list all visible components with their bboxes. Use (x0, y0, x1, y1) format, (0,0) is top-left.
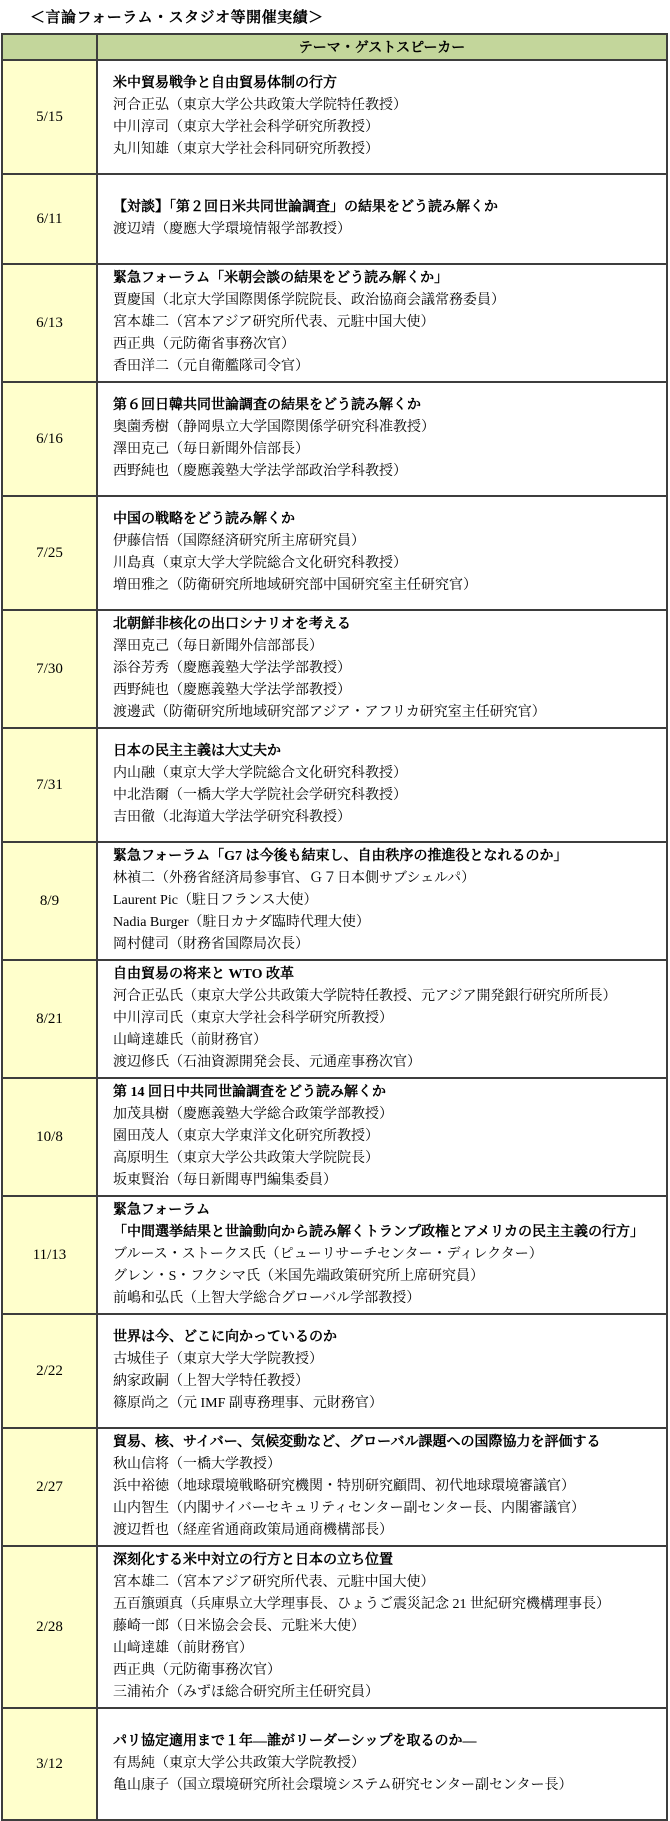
speaker-line: 古城佳子（東京大学大学院教授） (113, 1352, 323, 1367)
event-title: 世界は今、どこに向かっているのか (113, 1330, 337, 1345)
table-row (2, 842, 667, 960)
event-content-cell (97, 382, 667, 496)
speaker-line: ブルース・ストークス氏（ピューリサーチセンター・ディレクター） (113, 1247, 543, 1262)
event-title: 貿易、核、サイバー、気候変動など、グローバル課題への国際協力を評価する (113, 1435, 601, 1450)
event-content-cell (97, 264, 667, 382)
table-row (2, 174, 667, 264)
speaker-line: 納家政嗣（上智大学特任教授） (113, 1374, 309, 1389)
event-content-cell (97, 174, 667, 264)
speaker-line: 澤田克己（毎日新聞外信部長） (113, 442, 309, 457)
speaker-line: 渡辺靖（慶應大学環境情報学部教授） (113, 222, 351, 237)
event-title: 緊急フォーラム「米朝会談の結果をどう読み解くか」 (113, 271, 449, 286)
table-row (2, 728, 667, 842)
table-row (2, 496, 667, 610)
event-title: 第６回日韓共同世論調査の結果をどう読み解くか (113, 398, 421, 413)
speaker-line: 五百籏頭真（兵庫県立大学理事長、ひょうご震災記念 21 世紀研究機構理事長） (113, 1597, 610, 1612)
speaker-line: グレン・S・フクシマ氏（米国先端政策研究所上席研究員） (113, 1269, 485, 1284)
table-row (2, 610, 667, 728)
speaker-line: 香田洋二（元自衛艦隊司令官） (113, 359, 309, 374)
speaker-line: 篠原尚之（元 IMF 副専務理事、元財務官） (113, 1396, 383, 1411)
event-content-cell (97, 842, 667, 960)
event-title: 米中貿易戦争と自由貿易体制の行方 (113, 76, 337, 91)
table-row (2, 1078, 667, 1196)
event-content-cell (97, 1708, 667, 1820)
speaker-line: 有馬純（東京大学公共政策大学院教授） (113, 1756, 365, 1771)
table-row (2, 1196, 667, 1314)
table-row (2, 60, 667, 174)
date-cell: 7/30 (2, 610, 97, 728)
speaker-line: 山内智生（内閣サイバーセキュリティセンター副センター長、内閣審議官） (113, 1501, 585, 1516)
event-title: 【対談】「第２回日米共同世論調査」の結果をどう読み解くか (113, 200, 498, 215)
date-cell: 3/12 (2, 1708, 97, 1820)
date-cell: 2/28 (2, 1546, 97, 1708)
speaker-line: 川島真（東京大学大学院総合文化研究科教授） (113, 556, 407, 571)
speaker-line: 藤崎一郎（日米協会会長、元駐米大使） (113, 1619, 365, 1634)
speaker-line: 西野純也（慶應義塾大学法学部教授） (113, 683, 351, 698)
event-content-cell (97, 1078, 667, 1196)
table-row (2, 1546, 667, 1708)
speaker-line: 山﨑達雄氏（前財務官） (113, 1033, 267, 1048)
speaker-line: 加茂具樹（慶應義塾大学総合政策学部教授） (113, 1107, 393, 1122)
event-title: 緊急フォーラム「G7 は今後も結束し、自由秩序の推進役となれるのか」 (113, 849, 568, 864)
date-cell: 6/13 (2, 264, 97, 382)
date-cell: 2/22 (2, 1314, 97, 1428)
schedule-body (2, 60, 667, 1820)
speaker-line: 宮本雄二（宮本アジア研究所代表、元駐中国大使） (113, 1575, 435, 1590)
event-content-cell (97, 60, 667, 174)
speaker-line: 伊藤信悟（国際経済研究所主席研究員） (113, 534, 365, 549)
speaker-line: 中川淳司（東京大学社会科学研究所教授） (113, 120, 379, 135)
event-title: 第 14 回日中共同世論調査をどう読み解くか (113, 1085, 386, 1100)
page-title: ＜言論フォーラム・スタジオ等開催実績＞ (30, 10, 324, 26)
speaker-line: Nadia Burger（駐日カナダ臨時代理大使） (113, 915, 370, 930)
speaker-line: 三浦祐介（みずほ総合研究所主任研究員） (113, 1685, 379, 1700)
event-title: 緊急フォーラム (113, 1203, 211, 1218)
table-row (2, 1314, 667, 1428)
event-title: 深刻化する米中対立の行方と日本の立ち位置 (113, 1553, 393, 1568)
speaker-line: 前嶋和弘氏（上智大学総合グローバル学部教授） (113, 1291, 421, 1306)
speaker-line: 西正典（元防衛事務次官） (113, 1663, 281, 1678)
theme-column-header: テーマ・ゲストスピーカー (97, 34, 667, 60)
speaker-line: 亀山康子（国立環境研究所社会環境システム研究センター副センター長） (113, 1778, 573, 1793)
table-row (2, 1708, 667, 1820)
speaker-line: 山﨑達雄（前財務官） (113, 1641, 253, 1656)
date-cell: 11/13 (2, 1196, 97, 1314)
speaker-line: 賈慶国（北京大学国際関係学院院長、政治協商会議常務委員） (113, 293, 505, 308)
event-content-cell (97, 1428, 667, 1546)
table-row (2, 1428, 667, 1546)
speaker-line: 澤田克己（毎日新聞外信部部長） (113, 639, 323, 654)
event-content-cell (97, 1546, 667, 1708)
date-column-header (2, 34, 97, 60)
speaker-line: 中川淳司氏（東京大学社会科学研究所教授） (113, 1011, 393, 1026)
table-row (2, 960, 667, 1078)
event-content-cell (97, 728, 667, 842)
speaker-line: 増田雅之（防衛研究所地域研究部中国研究室主任研究官） (113, 578, 477, 593)
event-content-cell (97, 496, 667, 610)
speaker-line: 河合正弘氏（東京大学公共政策大学院特任教授、元アジア開発銀行研究所所長） (113, 989, 617, 1004)
event-content-cell (97, 610, 667, 728)
table-header-row (2, 34, 667, 60)
table-row (2, 264, 667, 382)
speaker-line: 渡辺修氏（石油資源開発会長、元通産事務次官） (113, 1055, 421, 1070)
date-cell: 7/25 (2, 496, 97, 610)
event-content-cell (97, 1196, 667, 1314)
speaker-line: 浜中裕徳（地球環境戦略研究機関・特別研究顧問、初代地球環境審議官） (113, 1479, 575, 1494)
date-cell: 6/11 (2, 174, 97, 264)
event-title: パリ協定適用まで１年―誰がリーダーシップを取るのか― (113, 1734, 477, 1749)
speaker-line: 丸川知雄（東京大学社会科同研究所教授） (113, 142, 379, 157)
speaker-line: Laurent Pic（駐日フランス大使） (113, 893, 318, 908)
table-row (2, 382, 667, 496)
speaker-line: 吉田徹（北海道大学法学研究科教授） (113, 810, 351, 825)
speaker-line: 添谷芳秀（慶應義塾大学法学部教授） (113, 661, 351, 676)
speaker-line: 西正典（元防衛省事務次官） (113, 337, 295, 352)
event-title: 中国の戦略をどう読み解くか (113, 512, 295, 527)
event-title: 日本の民主主義は大丈夫か (113, 744, 281, 759)
event-title: 「中間選挙結果と世論動向から読み解くトランプ政権とアメリカの民主主義の行方」 (113, 1225, 645, 1240)
speaker-line: 坂東賢治（毎日新聞専門編集委員） (113, 1173, 337, 1188)
schedule-table (1, 33, 668, 1821)
date-cell: 5/15 (2, 60, 97, 174)
speaker-line: 渡辺哲也（経産省通商政策局通商機構部長） (113, 1523, 393, 1538)
speaker-line: 河合正弘（東京大学公共政策大学院特任教授） (113, 98, 407, 113)
date-cell: 8/9 (2, 842, 97, 960)
date-cell: 8/21 (2, 960, 97, 1078)
date-cell: 10/8 (2, 1078, 97, 1196)
speaker-line: 高原明生（東京大学公共政策大学院院長） (113, 1151, 379, 1166)
date-cell: 7/31 (2, 728, 97, 842)
event-title: 北朝鮮非核化の出口シナリオを考える (113, 617, 351, 632)
speaker-line: 岡村健司（財務省国際局次長） (113, 937, 309, 952)
speaker-line: 内山融（東京大学大学院総合文化研究科教授） (113, 766, 407, 781)
event-content-cell (97, 1314, 667, 1428)
speaker-line: 園田茂人（東京大学東洋文化研究所教授） (113, 1129, 379, 1144)
speaker-line: 林禎二（外務省経済局参事官、Ｇ７日本側サブシェルパ） (113, 871, 476, 886)
date-cell: 6/16 (2, 382, 97, 496)
date-cell: 2/27 (2, 1428, 97, 1546)
event-content-cell (97, 960, 667, 1078)
speaker-line: 秋山信将（一橋大学教授） (113, 1457, 281, 1472)
speaker-line: 西野純也（慶應義塾大学法学部政治学科教授） (113, 464, 407, 479)
speaker-line: 中北浩爾（一橋大学大学院社会学研究科教授） (113, 788, 407, 803)
speaker-line: 宮本雄二（宮本アジア研究所代表、元駐中国大使） (113, 315, 435, 330)
speaker-line: 奥薗秀樹（静岡県立大学国際関係学研究科准教授） (113, 420, 435, 435)
event-title: 自由貿易の将来と WTO 改革 (113, 967, 294, 982)
speaker-line: 渡邊武（防衛研究所地域研究部アジア・アフリカ研究室主任研究官） (113, 705, 546, 720)
